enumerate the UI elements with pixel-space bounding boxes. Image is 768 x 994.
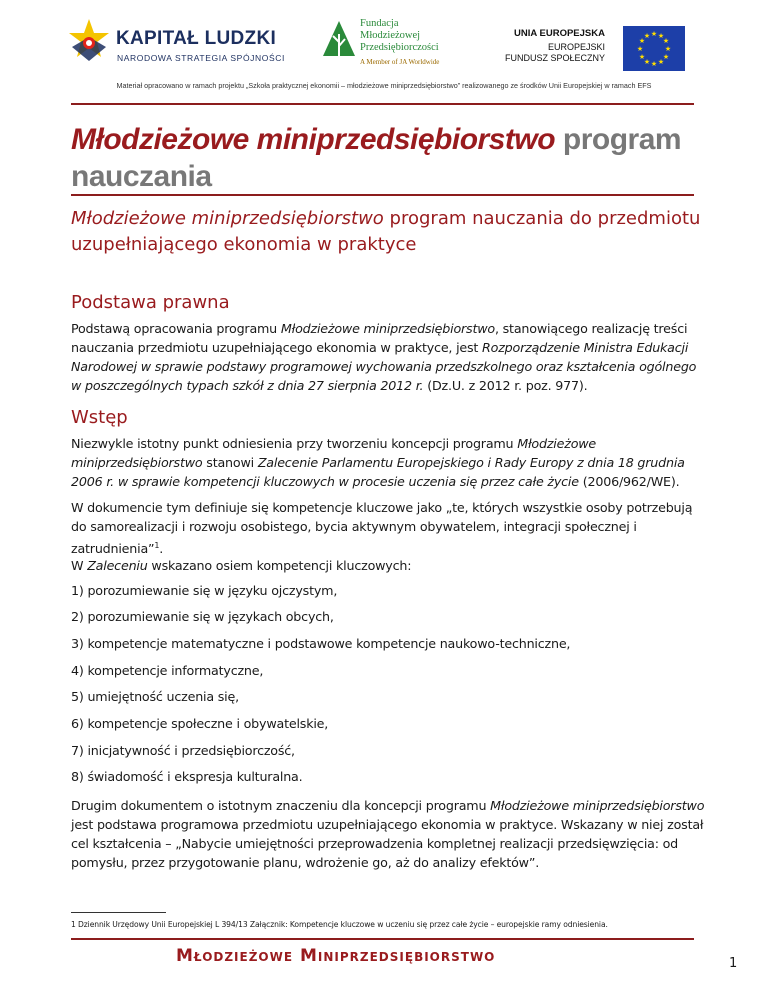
- list-item: 6) kompetencje społeczne i obywatelskie,: [71, 716, 329, 731]
- page-number: 1: [729, 956, 738, 971]
- page-title-rest: program nauczania: [71, 123, 682, 193]
- list-item: 8) świadomość i ekspresja kulturalna.: [71, 769, 303, 784]
- eu-flag-icon: [623, 26, 685, 71]
- fundacja-logo: [322, 18, 462, 68]
- eu-title: UNIA EUROPEJSKA: [514, 28, 605, 39]
- list-item: 4) kompetencje informatyczne,: [71, 663, 264, 678]
- svg-text:★: ★: [662, 37, 670, 45]
- svg-text:★: ★: [638, 37, 646, 45]
- fundacja-line-1: Fundacja: [360, 18, 399, 29]
- footnote-ref[interactable]: 1: [154, 541, 160, 550]
- eu-line-2: EUROPEJSKI: [547, 42, 605, 52]
- page-title: [71, 121, 711, 195]
- list-item: 3) kompetencje matematyczne i podstawowe kompetencje naukowo-techniczne,: [71, 636, 571, 651]
- svg-text:★: ★: [657, 32, 665, 40]
- list-item: 5) umiejętność uczenia się,: [71, 689, 239, 704]
- eu-line-3: FUNDUSZ SPOŁECZNY: [504, 53, 605, 63]
- wstep-paragraph-2: W dokumencie tym definiuje się kompetencje kluczowe jako „te, których wszystkie osoby potrzebują do samorealizacji i rozwoju osobistego, bycia aktywnym obywatelem, integracji społecznej i zatrudnienia”$^1$.: [71, 500, 693, 557]
- footer-title: Młodzieżowe Miniprzedsiębiorstwo: [176, 946, 496, 966]
- kapital-ludzki-title: KAPITAŁ LUDZKI: [116, 28, 277, 49]
- subtitle-rest: program nauczania do przedmiotu uzupełniającego ekonomia w praktyce: [71, 208, 701, 255]
- project-notice: Materiał opracowano w ramach projektu „Szkoła praktycznej ekonomii – młodzieżowe miniprzedsiębiorstwo” realizowanego ze środków Unii Europejskiej w ramach EFS: [116, 81, 652, 90]
- list-item: 2) porozumiewanie się w językach obcych,: [71, 609, 334, 624]
- document-subtitle: [71, 206, 711, 258]
- svg-text:★: ★: [643, 58, 651, 66]
- heading-podstawa-prawna: Podstawa prawna: [71, 292, 230, 313]
- svg-text:★: ★: [650, 60, 658, 68]
- header-divider: [71, 103, 694, 105]
- kapital-ludzki-emblem-icon: [66, 17, 112, 63]
- list-item: 7) inicjatywność i przedsiębiorczość,: [71, 743, 295, 758]
- title-divider: [71, 194, 694, 196]
- wstep-paragraph-4: Drugim dokumentem o istotnym znaczeniu dla koncepcji programu Młodzieżowe miniprzedsiębiorstwo jest podstawa programowa przedmiotu uzupełniającego ekonomia w praktyce. Wskazany w niej został cel kształcenia – „Nabycie umiejętności przeprowadzenia kompletnej realizacji przedsięwzięcia: od pomysłu, przez przygotowanie planu, wdrożenie go, aż do analizy efektów”.: [71, 798, 705, 870]
- footnote-divider: [71, 912, 166, 913]
- fundacja-line-3: Przedsiębiorczości: [360, 42, 439, 53]
- podstawa-paragraph: Podstawą opracowania programu Młodzieżowe miniprzedsiębiorstwo, stanowiącego realizację treści nauczania przedmiotu uzupełniającego ekonomia w praktyce, jest Rozporządzenie Ministra Edukacji Narodowej w sprawie podstawy programowej wychowania przedszkolnego oraz kształcenia ogólnego w poszczególnych typach szkół z dnia 27 sierpnia 2012 r. (Dz.U. z 2012 r. poz. 977).: [71, 321, 697, 393]
- fundacja-tree-icon: [322, 20, 356, 58]
- subtitle-italic: Młodzieżowe miniprzedsiębiorstwo: [71, 208, 384, 229]
- fundacja-member-text: A Member of JA Worldwide: [360, 58, 440, 66]
- kapital-ludzki-subtitle: NARODOWA STRATEGIA SPÓJNOŚCI: [117, 53, 285, 63]
- heading-wstep: Wstęp: [71, 407, 128, 428]
- svg-text:★: ★: [636, 45, 644, 53]
- footnote: 1 Dziennik Urzędowy Unii Europejskiej L 394/13 Załącznik: Kompetencje kluczowe w uczeniu się przez całe życie – europejskie ramy odniesienia.: [71, 920, 608, 929]
- svg-text:★: ★: [638, 53, 646, 61]
- wstep-paragraph-1: Niezwykle istotny punkt odniesienia przy tworzeniu koncepcji programu Młodzieżowe miniprzedsiębiorstwo stanowi Zalecenie Parlamentu Europejskiego i Rady Europy z dnia 18 grudnia 2006 r. w sprawie kompetencji kluczowych w procesie uczenia się przez całe życie (2006/962/WE).: [71, 436, 685, 489]
- wstep-paragraph-3: W Zaleceniu wskazano osiem kompetencji kluczowych:: [71, 558, 412, 573]
- svg-text:★: ★: [664, 45, 672, 53]
- fundacja-line-2: Młodzieżowej: [360, 30, 421, 41]
- list-item: 1) porozumiewanie się w języku ojczystym,: [71, 583, 338, 598]
- svg-text:★: ★: [643, 32, 651, 40]
- eu-logo: [500, 26, 685, 71]
- page-title-italic: Młodzieżowe miniprzedsiębiorstwo: [71, 123, 556, 156]
- kapital-ludzki-logo: [66, 17, 296, 65]
- svg-text:★: ★: [662, 53, 670, 61]
- svg-text:★: ★: [650, 30, 658, 38]
- footer-divider: [71, 938, 694, 940]
- svg-text:★: ★: [657, 58, 665, 66]
